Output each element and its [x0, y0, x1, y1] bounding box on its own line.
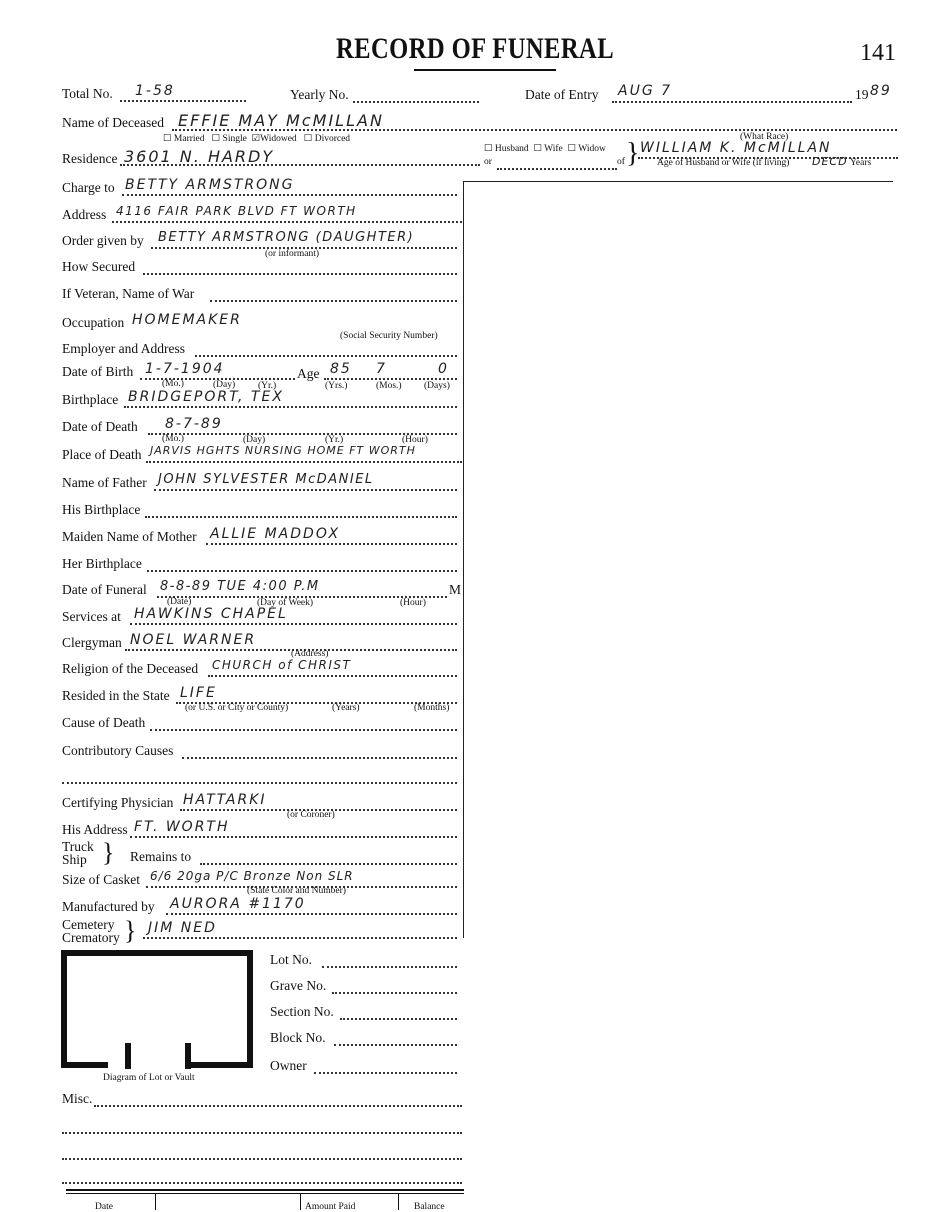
owner-line	[314, 1072, 457, 1074]
dob-sub-mo: (Mo.)	[162, 379, 184, 389]
contributory-label: Contributory Causes	[62, 743, 174, 758]
resided-value: LIFE	[180, 685, 217, 701]
charge-to-label: Charge to	[62, 180, 115, 195]
block-no-line	[334, 1044, 457, 1046]
dod-label: Date of Death	[62, 419, 138, 434]
place-of-death-line	[146, 461, 462, 463]
right-panel-top-rule	[463, 181, 893, 182]
cause-label: Cause of Death	[62, 715, 146, 730]
services-label: Services at	[62, 609, 121, 624]
section-no-label: Section No.	[270, 1004, 334, 1019]
widowed-label: Widowed	[260, 134, 297, 144]
clergy-address-label: (Address)	[291, 649, 329, 659]
cemetery-brace: }	[124, 916, 137, 945]
marital-options	[163, 133, 350, 144]
religion-value: CHURCH of CHRIST	[212, 658, 352, 672]
yearly-no-line	[353, 101, 479, 103]
wife-checkbox[interactable]: ☐ Wife	[533, 144, 563, 154]
crematory-label: Crematory	[62, 930, 120, 945]
total-no-line	[120, 100, 246, 102]
dod-value: 8-7-89	[165, 416, 223, 432]
grave-no-line	[332, 992, 457, 994]
spouse-value: WILLIAM K. McMILLAN	[640, 140, 832, 156]
his-birthplace-line	[145, 516, 457, 518]
funeral-sub-day: (Day of Week)	[257, 598, 314, 608]
employer-label: Employer and Address	[62, 341, 185, 356]
mother-value: ALLIE MADDOX	[210, 526, 341, 542]
funeral-sub-hour: (Hour)	[400, 598, 426, 608]
single-checkbox[interactable]: ☐ Single	[211, 134, 247, 144]
husband-checkbox[interactable]: ☐ Husband	[484, 144, 529, 154]
physician-value: HATTARKI	[183, 792, 267, 808]
page-number: 141	[860, 40, 896, 66]
wife-label: Wife	[544, 144, 563, 154]
footer-rule-2	[66, 1193, 464, 1194]
spouse-brace: }	[626, 138, 640, 169]
funeral-m: M	[449, 582, 462, 597]
funeral-label: Date of Funeral	[62, 582, 147, 597]
footer-rule-1	[66, 1189, 464, 1191]
divorced-label: Divorced	[314, 134, 351, 144]
resided-sub-months: (Months)	[414, 703, 450, 713]
date-of-entry-value: AUG 7	[618, 83, 673, 99]
cause-line	[150, 729, 457, 731]
owner-label: Owner	[270, 1058, 307, 1073]
dod-sub-day: (Day)	[243, 435, 266, 445]
dob-label: Date of Birth	[62, 364, 134, 379]
misc-label: Misc.	[62, 1091, 93, 1106]
misc-line-3	[62, 1158, 462, 1160]
cemetery-crematory-label	[62, 918, 120, 944]
resided-sub-years: (Years)	[332, 703, 360, 713]
spouse-years-label: Years	[850, 158, 872, 168]
husband-label: Husband	[494, 144, 529, 154]
spouse-or-line	[497, 168, 617, 170]
order-given-label: Order given by	[62, 233, 144, 248]
clergyman-label: Clergyman	[62, 635, 122, 650]
address-value: 4116 FAIR PARK BLVD FT WORTH	[116, 204, 357, 218]
manufactured-line	[166, 913, 457, 915]
misc-line-1	[94, 1105, 462, 1107]
lot-no-line	[322, 966, 457, 968]
her-birthplace-line	[147, 570, 457, 572]
his-address-line	[130, 836, 457, 838]
veteran-line	[210, 300, 457, 302]
services-line	[130, 623, 457, 625]
year-prefix: 19	[855, 87, 869, 102]
religion-line	[208, 675, 457, 677]
footer-amount-paid-label: Amount Paid	[305, 1202, 356, 1212]
truck-ship-label	[62, 840, 94, 866]
or-coroner-label: (or Coroner)	[287, 810, 335, 820]
widow-label: Widow	[578, 144, 606, 154]
how-secured-line	[143, 273, 457, 275]
his-address-value: FT. WORTH	[134, 819, 230, 835]
date-of-entry-line	[612, 101, 852, 103]
her-birthplace-label: Her Birthplace	[62, 556, 142, 571]
cemetery-label: Cemetery	[62, 917, 115, 932]
misc-line-4	[62, 1182, 462, 1184]
occupation-label: Occupation	[62, 315, 125, 330]
section-no-line	[340, 1018, 457, 1020]
veteran-label: If Veteran, Name of War	[62, 286, 195, 301]
services-value: HAWKINS CHAPEL	[134, 606, 288, 622]
mother-label: Maiden Name of Mother	[62, 529, 197, 544]
footer-col-2	[300, 1193, 301, 1210]
resided-sub-place: (or U.S. or City or County)	[185, 703, 289, 713]
residence-value: 3601 N. HARDY	[124, 147, 275, 166]
widow-checkbox[interactable]: ☐ Widow	[567, 144, 606, 154]
married-label: Married	[173, 134, 205, 144]
spouse-options	[484, 143, 606, 154]
page-title: RECORD OF FUNERAL	[336, 32, 615, 65]
address-line	[112, 221, 462, 223]
remains-label: Remains to	[130, 849, 192, 864]
residence-label: Residence	[62, 151, 118, 166]
yearly-no-label: Yearly No.	[290, 87, 349, 102]
place-of-death-label: Place of Death	[62, 447, 142, 462]
single-label: Single	[222, 134, 247, 144]
age-months-value: 7	[376, 361, 387, 377]
age-days-value: 0	[438, 361, 449, 377]
divorced-checkbox[interactable]: ☐ Divorced	[303, 134, 351, 144]
name-of-deceased-label: Name of Deceased	[62, 115, 164, 130]
casket-label: Size of Casket	[62, 872, 140, 887]
grave-no-label: Grave No.	[270, 978, 327, 993]
what-race-label: (What Race)	[740, 132, 789, 142]
year-value: 89	[870, 83, 892, 99]
employer-line	[195, 355, 457, 357]
birthplace-label: Birthplace	[62, 392, 119, 407]
spouse-or-label: or	[484, 157, 492, 167]
age-sub-days: (Days)	[424, 381, 450, 391]
resided-label: Resided in the State	[62, 688, 170, 703]
cemetery-value: JIM NED	[148, 920, 217, 936]
total-no-label: Total No.	[62, 86, 113, 101]
dod-sub-yr: (Yr.)	[325, 435, 344, 445]
ssn-label: (Social Security Number)	[340, 331, 438, 341]
date-of-entry-label: Date of Entry	[525, 87, 599, 102]
birthplace-line	[124, 406, 457, 408]
spouse-of-label: of	[617, 157, 625, 167]
title-underline	[414, 69, 556, 71]
father-line	[154, 489, 457, 491]
mother-line	[206, 543, 457, 545]
widowed-checkbox[interactable]: ☑Widowed	[251, 134, 297, 144]
casket-value: 6/6 20ga P/C Bronze Non SLR	[150, 869, 354, 883]
father-value: JOHN SYLVESTER McDANIEL	[158, 472, 374, 487]
order-given-value: BETTY ARMSTRONG (DAUGHTER)	[158, 230, 415, 245]
dod-sub-mo: (Mo.)	[162, 434, 184, 444]
truck-label: Truck	[62, 839, 94, 854]
contributory-line-1	[182, 757, 457, 759]
dob-sub-yr: (Yr.)	[258, 381, 277, 391]
lot-vault-diagram	[58, 947, 258, 1072]
how-secured-label: How Secured	[62, 259, 136, 274]
father-label: Name of Father	[62, 475, 147, 490]
ship-label: Ship	[62, 852, 87, 867]
funeral-value: 8-8-89 TUE 4:00 P.M	[160, 579, 320, 594]
footer-date-label: Date	[95, 1202, 113, 1212]
manufactured-label: Manufactured by	[62, 899, 155, 914]
birthplace-value: BRIDGEPORT, TEX	[128, 389, 284, 405]
contributory-line-2	[62, 782, 457, 784]
religion-label: Religion of the Deceased	[62, 661, 199, 676]
age-years-value: 85	[330, 361, 352, 377]
age-sub-mos: (Mos.)	[376, 381, 402, 391]
clergyman-value: NOEL WARNER	[130, 632, 257, 648]
his-birthplace-label: His Birthplace	[62, 502, 141, 517]
cemetery-line	[143, 937, 457, 939]
footer-col-1	[155, 1193, 156, 1210]
name-of-deceased-value: EFFIE MAY McMILLAN	[178, 111, 384, 130]
occupation-value: HOMEMAKER	[132, 312, 242, 328]
funeral-sub-date: (Date)	[167, 597, 192, 607]
manufactured-value: AURORA #1170	[170, 896, 306, 912]
his-address-label: His Address	[62, 822, 128, 837]
dob-value: 1-7-1904	[145, 361, 225, 377]
total-no-value: 1-58	[135, 83, 175, 99]
physician-label: Certifying Physician	[62, 795, 174, 810]
charge-to-value: BETTY ARMSTRONG	[125, 177, 295, 193]
age-label: Age	[297, 366, 320, 381]
charge-to-line	[122, 194, 457, 196]
lot-no-label: Lot No.	[270, 952, 312, 967]
place-of-death-value: JARVIS HGHTS NURSING HOME FT WORTH	[150, 444, 416, 457]
remains-line	[200, 863, 457, 865]
married-checkbox[interactable]: ☐ Married	[163, 134, 205, 144]
or-informant-label: (or informant)	[265, 249, 320, 259]
age-sub-yrs: (Yrs.)	[325, 381, 348, 391]
diagram-caption: Diagram of Lot or Vault	[103, 1073, 195, 1083]
misc-line-2	[62, 1132, 462, 1134]
spouse-age-label: Age of Husband or Wife (if living)	[657, 158, 790, 168]
right-panel-divider	[463, 181, 464, 938]
address-label: Address	[62, 207, 107, 222]
truck-ship-brace: }	[102, 838, 115, 867]
spouse-age-value: DECD	[812, 155, 848, 168]
dod-sub-hour: (Hour)	[402, 435, 428, 445]
footer-col-3	[398, 1193, 399, 1210]
age-line	[324, 378, 457, 380]
casket-sub-label: (State Color and Number)	[247, 886, 346, 896]
footer-balance-label: Balance	[414, 1202, 445, 1212]
dob-sub-day: (Day)	[213, 380, 236, 390]
block-no-label: Block No.	[270, 1030, 326, 1045]
